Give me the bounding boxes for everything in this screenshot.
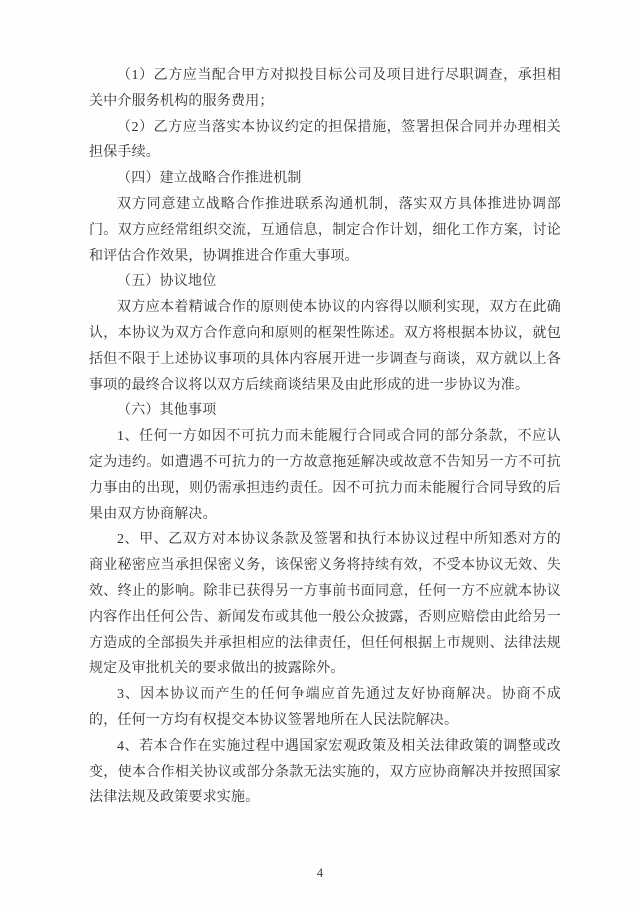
page-number: 4 bbox=[316, 866, 324, 880]
section-heading: （五）协议地位 bbox=[117, 274, 217, 290]
clause-paragraph: 2、甲、乙双方对本协议条款及签署和执行本协议过程中所知悉对方的商业秘密应当承担保密义务，该保密义务将持续有效，不受本协议无效、失效、终止的影响。除非已获得另一方事前书面同意，任何一方不应就本协议内容作出任何公告、新闻发布或其他一般公众披露，否则应赔偿由此给另一方造成的全部损失并承担相应的法律责任，但任何根据上市规则、法律法规规定及审批机关的要求做出的披露除外。 bbox=[89, 532, 561, 677]
body-paragraph: 双方同意建立战略合作推进联系沟通机制，落实双方具体推进协调部门。双方应经常组织交流，互通信息，制定合作计划，细化工作方案，讨论和评估合作效果，协调推进合作重大事项。 bbox=[89, 196, 561, 264]
section-heading: （四）建立战略合作推进机制 bbox=[117, 171, 302, 187]
clause-paragraph: 3、因本协议而产生的任何争端应首先通过友好协商解决。协商不成的，任何一方均有权提交本协议签署地所在人民法院解决。 bbox=[89, 687, 561, 728]
body-paragraph: 双方应本着精诚合作的原则使本协议的内容得以顺利实现，双方在此确认，本协议为双方合作意向和原则的框架性陈述。双方将根据本协议，就包括但不限于上述协议事项的具体内容展开进一步调查与商谈，双方就以上各事项的最终合议将以双方后续商谈结果及由此形成的进一步协议为准。 bbox=[89, 300, 561, 393]
clause-paragraph: 4、若本合作在实施过程中遇国家宏观政策及相关法律政策的调整或改变，使本合作相关协议或部分条款无法实施的，双方应协商解决并按照国家法律法规及政策要求实施。 bbox=[89, 738, 561, 806]
clause-paragraph: （1）乙方应当配合甲方对拟投目标公司及项目进行尽职调查，承担相关中介服务机构的服务费用； bbox=[89, 68, 561, 109]
clause-paragraph: 1、任何一方如因不可抗力而未能履行合同或合同的部分条款，不应认定为违约。如遭遇不可抗力的一方故意拖延解决或故意不告知另一方不可抗力事由的出现，则仍需承担违约责任。因不可抗力而未能履行合同导致的后果由双方协商解决。 bbox=[89, 429, 561, 522]
section-heading: （六）其他事项 bbox=[117, 403, 217, 419]
clause-paragraph: （2）乙方应当落实本协议约定的担保措施，签署担保合同并办理相关担保手续。 bbox=[89, 119, 561, 161]
document-body bbox=[89, 63, 561, 811]
